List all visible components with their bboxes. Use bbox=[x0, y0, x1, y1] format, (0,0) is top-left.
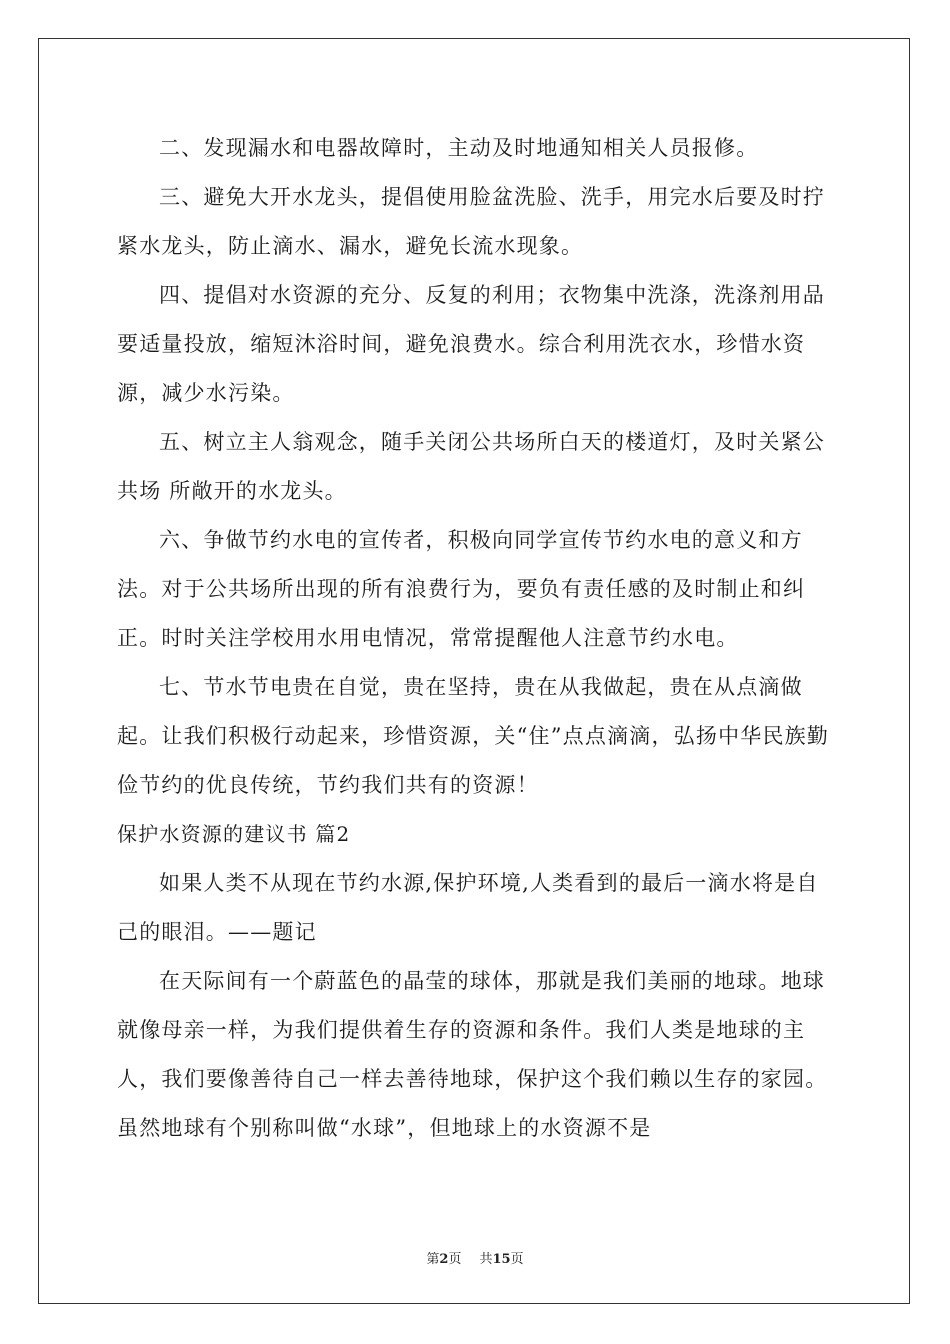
page-prefix: 第 bbox=[426, 1252, 440, 1267]
epigraph-paragraph: 如果人类不从现在节约水源,保护环境,人类看到的最后一滴水将是自己的眼泪。——题记 bbox=[117, 871, 819, 944]
total-suffix: 页 bbox=[510, 1252, 524, 1267]
paragraph-5: 五、树立主人翁观念，随手关闭公共场所白天的楼道灯，及时关紧公共场 所敞开的水龙头。 bbox=[117, 430, 825, 503]
paragraph-3: 三、避免大开水龙头，提倡使用脸盆洗脸、洗手，用完水后要及时拧紧水龙头，防止滴水、漏水，避免长流水现象。 bbox=[117, 185, 825, 258]
page-suffix: 页 bbox=[448, 1252, 462, 1267]
total-pages: 15 bbox=[492, 1252, 511, 1267]
body-paragraph: 在天际间有一个蔚蓝色的晶莹的球体，那就是我们美丽的地球。地球就像母亲一样，为我们提供着生存的资源和条件。我们人类是地球的主人，我们要像善待自己一样去善待地球，保护这个我们赖以生存的家园。虽然地球有个别称叫做“水球”，但地球上的水资源不是 bbox=[117, 969, 828, 1140]
paragraph-7: 七、节水节电贵在自觉，贵在坚持，贵在从我做起，贵在从点滴做起。让我们积极行动起来，珍惜资源，关“住”点点滴滴，弘扬中华民族勤俭节约的优良传统，节约我们共有的资源！ bbox=[117, 675, 830, 797]
paragraph-6: 六、争做节约水电的宣传者，积极向同学宣传节约水电的意义和方法。对于公共场所出现的所有浪费行为，要负有责任感的及时制止和纠正。时时关注学校用水用电情况，常常提醒他人注意节约水电。 bbox=[117, 528, 806, 650]
section-heading: 保护水资源的建议书 篇2 bbox=[117, 822, 351, 846]
page-number: 2 bbox=[439, 1252, 449, 1267]
paragraph-4: 四、提倡对水资源的充分、反复的利用；衣物集中洗涤，洗涤剂用品要适量投放，缩短沐浴时间，避免浪费水。综合利用洗衣水，珍惜水资源，减少水污染。 bbox=[117, 283, 825, 405]
page-footer bbox=[0, 1248, 950, 1267]
total-prefix: 共 bbox=[479, 1252, 493, 1267]
document-body bbox=[117, 124, 833, 1153]
paragraph-2: 二、发现漏水和电器故障时，主动及时地通知相关人员报修。 bbox=[159, 136, 759, 160]
